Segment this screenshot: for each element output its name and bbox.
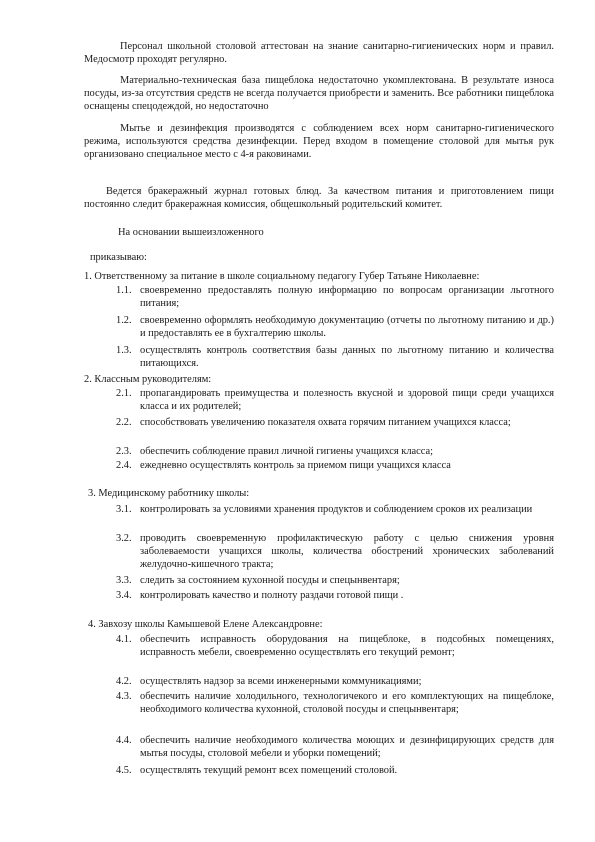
item-text: своевременно предоставлять полную информацию по вопросам организации льготного питания; [140,285,554,310]
basis-line: На основании вышеизложенного [118,227,264,238]
list-item [116,690,554,716]
item-text: обеспечить наличие необходимого количества моющих и дезинфицирующих средств для мытья посуды, столовой мебели и уборки помещений; [140,735,554,760]
item-number: 3.2. [116,533,132,544]
list-item [116,416,554,429]
item-number: 3.3. [116,575,132,586]
item-number: 4.2. [116,676,132,687]
item-number: 4.3. [116,691,132,702]
item-number: 1.1. [116,285,132,296]
item-text: осуществлять надзор за всеми инженерными коммуникациями; [140,676,422,687]
list-item [116,459,554,472]
item-text: осуществлять контроль соответствия базы данных по льготному питанию и количества питающихся. [140,345,554,370]
item-text: своевременно оформлять необходимую документацию (отчеты по льготному питанию и др.) и предоставлять ее в бухгалтерию школы. [140,315,554,340]
section-heading: 1. Ответственному за питание в школе социальному педагогу Губер Татьяне Николаевне: [84,271,480,282]
list-item [116,503,554,516]
item-number: 4.1. [116,634,132,645]
paragraph-journal: Ведется бракеражный журнал готовых блюд. За качеством питания и приготовлением пищи постоянно следит бракеражная комиссия, общешкольный родительский комитет. [84,186,554,211]
item-text: способствовать увеличению показателя охвата горячим питанием учащихся класса; [140,417,511,428]
item-number: 3.1. [116,504,132,515]
list-item [116,764,554,777]
list-item [116,532,554,572]
paragraph-disinfection: Мытье и дезинфекция производятся с соблюдением всех норм санитарно-гигиенического режима, используются средства дезинфекции. Перед входом в помещение столовой для мытья рук организовано специальное место с 4-я раковинами. [84,123,554,161]
item-number: 1.3. [116,345,132,356]
item-number: 2.2. [116,417,132,428]
list-item [116,633,554,659]
item-number: 2.4. [116,460,132,471]
list-item [116,445,554,458]
list-item [116,284,554,310]
item-text: пропагандировать преимущества и полезность вкусной и здоровой пищи среди учащихся класса и их родителей; [140,388,554,413]
item-text: обеспечить соблюдение правил личной гигиены учащихся класса; [140,446,433,457]
list-item [116,314,554,340]
item-number: 2.1. [116,388,132,399]
item-text: контролировать качество и полноту раздачи готовой пищи . [140,590,404,601]
section-heading: 4. Завхозу школы Камышевой Елене Александровне: [88,619,323,630]
item-number: 3.4. [116,590,132,601]
order-line: приказываю: [90,252,147,263]
item-text: проводить своевременную профилактическую работу с целью снижения уровня заболеваемости учащихся школы, количества обострений хронических заболеваний желудочно-кишечного тракта; [140,533,554,571]
item-text: контролировать за условиями хранения продуктов и соблюдением сроков их реализации [140,504,533,515]
item-text: следить за состоянием кухонной посуды и спецынвентаря; [140,575,400,586]
item-number: 4.4. [116,735,132,746]
list-item [116,589,554,602]
section-heading: 2. Классным руководителям: [84,374,212,385]
list-item [116,675,554,688]
item-text: ежедневно осуществлять контроль за приемом пищи учащихся класса [140,460,451,471]
list-item [116,387,554,413]
paragraph-equipment: Материально-техническая база пищеблока недостаточно укомплектована. В результате износа посуды, из-за отсутствия средств не всегда получается приобрести и заменить. Все работники пищеблока оснащены спецодеждой, но недостаточно [84,75,554,113]
paragraph-staff: Персонал школьной столовой аттестован на знание санитарно-гигиенических норм и правил. Медосмотр проходят регулярно. [84,41,554,66]
item-number: 2.3. [116,446,132,457]
list-item [116,344,554,370]
list-item [116,574,554,587]
section-heading: 3. Медицинскому работнику школы: [88,488,250,499]
item-number: 1.2. [116,315,132,326]
item-text: осуществлять текущий ремонт всех помещений столовой. [140,765,398,776]
item-number: 4.5. [116,765,132,776]
list-item [116,734,554,760]
item-text: обеспечить исправность оборудования на пищеблоке, в подсобных помещениях, исправность мебели, своевременно осуществлять его текущий ремонт; [140,634,554,659]
item-text: обеспечить наличие холодильного, технологичекого и его комплектующих на пищеблоке, необходимого количества кухонной, столовой посуды и спецынвентаря; [140,691,554,716]
